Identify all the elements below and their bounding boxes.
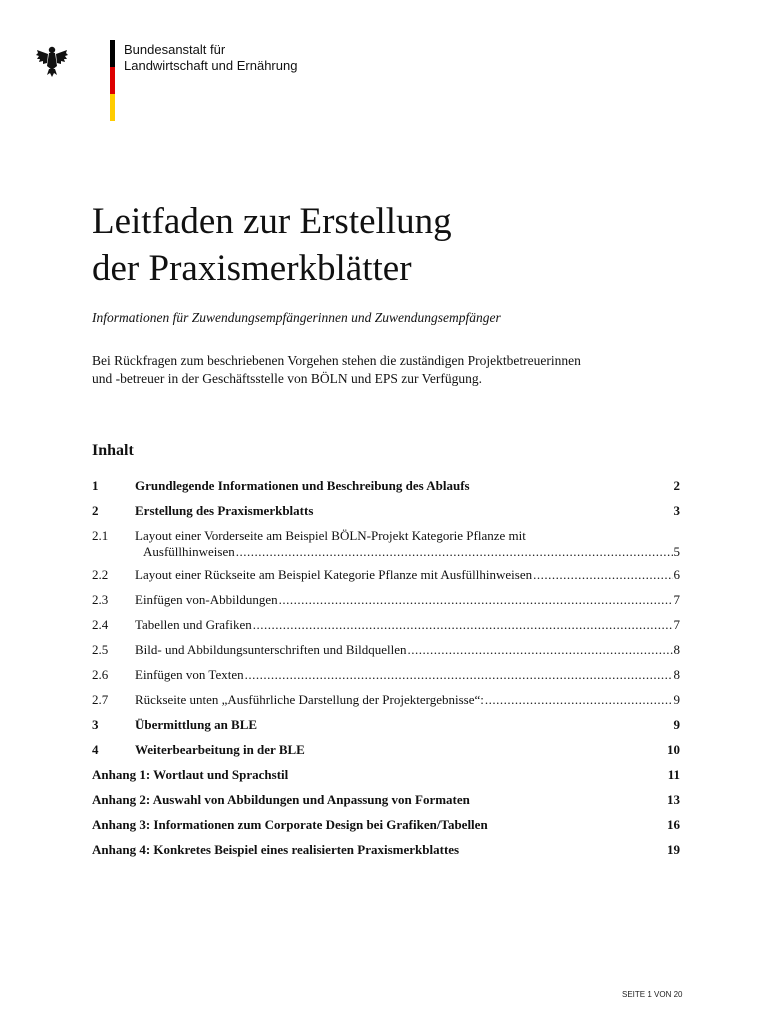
toc-entry-page: 8 (673, 642, 680, 657)
dot-leader (485, 692, 673, 708)
toc-entry-title: Einfügen von-Abbildungen (135, 592, 278, 607)
toc-entry-2-2[interactable] (92, 567, 680, 592)
toc-appendix-4[interactable] (92, 842, 680, 867)
toc-entry-number: 2.3 (92, 592, 109, 607)
toc-heading: Inhalt (92, 442, 134, 459)
toc-entry-2[interactable] (92, 503, 680, 528)
agency-name-line2: Landwirtschaft und Ernährung (124, 57, 298, 73)
flag-stripe-gold (110, 94, 115, 121)
document-subtitle: Informationen für Zuwendungsempfängerinnen und Zuwendungsempfänger (92, 310, 501, 325)
toc-entry-title: Erstellung des Praxismerkblatts (135, 503, 314, 518)
dot-leader (236, 544, 673, 560)
toc-appendix-2[interactable] (92, 792, 680, 817)
toc-appendix-title: Anhang 2: Auswahl von Abbildungen und Anpassung von Formaten (92, 792, 470, 807)
toc-entry-page: 10 (667, 742, 680, 757)
toc-entry-title: Layout einer Vorderseite am Beispiel BÖLN-Projekt Kategorie Pflanze mit (135, 528, 526, 543)
toc-entry-page: 9 (673, 717, 680, 732)
toc-entry-title: Einfügen von Texten (135, 667, 244, 682)
toc-entry-3[interactable] (92, 717, 680, 742)
toc-entry-page: 7 (673, 592, 680, 607)
agency-logo (36, 40, 298, 122)
toc-entry-number: 2.2 (92, 567, 109, 582)
toc-appendix-page: 11 (667, 767, 680, 782)
federal-eagle-icon (36, 44, 68, 78)
toc-entry-title-cont: Ausfüllhinweisen (143, 544, 235, 559)
toc-entry-2-4[interactable] (92, 617, 680, 642)
toc-entry-page: 6 (673, 567, 680, 582)
toc-entry-title: Grundlegende Informationen und Beschreibung des Ablaufs (135, 478, 470, 493)
toc-entry-1[interactable] (92, 478, 680, 503)
toc-entry-page: 8 (673, 667, 680, 682)
toc-entry-2-7[interactable] (92, 692, 680, 717)
toc-appendix-page: 13 (667, 792, 680, 807)
flag-stripe-black (110, 40, 115, 67)
flag-stripe-red (110, 67, 115, 94)
document-title (92, 198, 452, 292)
flag-bar (110, 40, 115, 121)
table-of-contents (92, 478, 680, 867)
toc-entry-page: 3 (673, 503, 680, 518)
toc-entry-page: 2 (673, 478, 680, 493)
toc-entry-2-3[interactable] (92, 592, 680, 617)
title-line2: der Praxismerkblätter (92, 248, 412, 289)
toc-appendix-1[interactable] (92, 767, 680, 792)
toc-entry-title: Übermittlung an BLE (135, 717, 258, 732)
toc-appendix-title: Anhang 3: Informationen zum Corporate Design bei Grafiken/Tabellen (92, 817, 488, 832)
toc-appendix-title: Anhang 1: Wortlaut und Sprachstil (92, 767, 289, 782)
intro-line2: und -betreuer in der Geschäftsstelle von BÖLN und EPS zur Verfügung. (92, 371, 483, 386)
toc-entry-number: 2.4 (92, 617, 109, 632)
page-number: SEITE 1 VON 20 (622, 990, 683, 999)
toc-entry-number: 2.1 (92, 528, 109, 543)
agency-name-line1: Bundesanstalt für (124, 42, 226, 57)
toc-entry-title: Rückseite unten „Ausführliche Darstellung der Projektergebnisse“: (135, 692, 484, 707)
toc-entry-page: 7 (673, 617, 680, 632)
agency-name (124, 42, 297, 73)
toc-entry-title: Tabellen und Grafiken (135, 617, 252, 632)
toc-entry-2-5[interactable] (92, 642, 680, 667)
toc-entry-4[interactable] (92, 742, 680, 767)
toc-entry-number: 2.6 (92, 667, 109, 682)
toc-entry-2-6[interactable] (92, 667, 680, 692)
toc-entry-2-1[interactable] (92, 528, 680, 567)
toc-entry-title: Layout einer Rückseite am Beispiel Kategorie Pflanze mit Ausfüllhinweisen (135, 567, 533, 582)
toc-entry-number: 4 (92, 742, 99, 757)
toc-entry-number: 1 (92, 478, 99, 493)
dot-leader (245, 667, 673, 683)
toc-appendix-page: 16 (667, 817, 680, 832)
toc-appendix-page: 19 (667, 842, 680, 857)
dot-leader (279, 592, 673, 608)
toc-entry-number: 2.7 (92, 692, 109, 707)
toc-entry-number: 2 (92, 503, 99, 518)
toc-entry-page: 9 (673, 692, 680, 707)
intro-paragraph (92, 352, 682, 388)
dot-leader (533, 567, 672, 583)
toc-appendix-title: Anhang 4: Konkretes Beispiel eines realisierten Praxismerkblattes (92, 842, 460, 857)
dot-leader (408, 642, 673, 658)
toc-entry-page: 5 (673, 544, 680, 559)
dot-leader (253, 617, 673, 633)
toc-appendix-3[interactable] (92, 817, 680, 842)
intro-line1: Bei Rückfragen zum beschriebenen Vorgehen stehen die zuständigen Projektbetreuerinnen (92, 353, 581, 368)
toc-entry-number: 3 (92, 717, 99, 732)
toc-entry-title: Bild- und Abbildungsunterschriften und Bildquellen (135, 642, 407, 657)
toc-entry-title: Weiterbearbeitung in der BLE (135, 742, 305, 757)
title-line1: Leitfaden zur Erstellung (92, 201, 452, 242)
toc-entry-number: 2.5 (92, 642, 109, 657)
